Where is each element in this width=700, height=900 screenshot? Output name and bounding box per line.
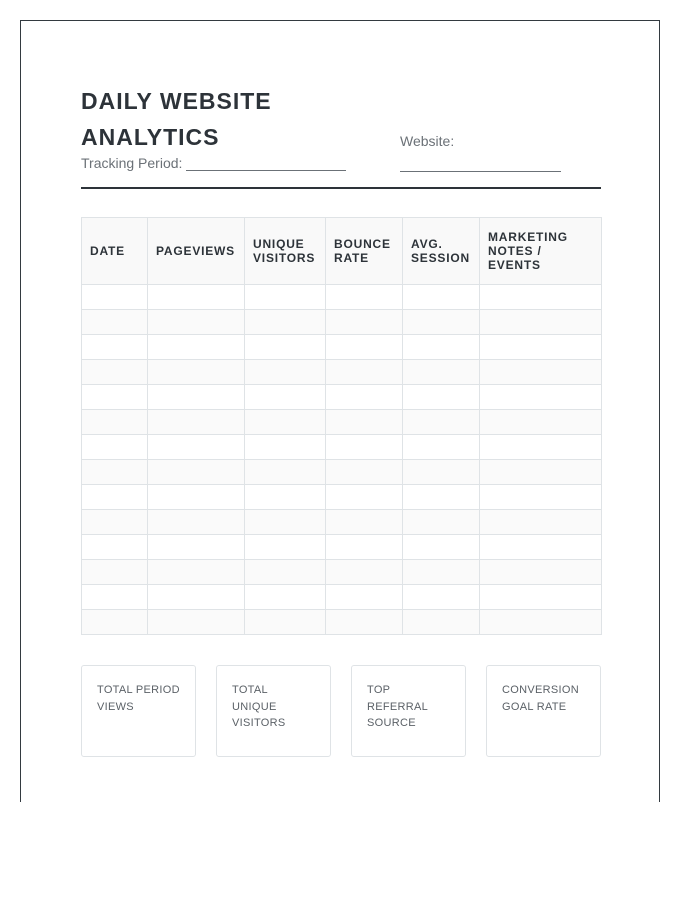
bounce-rate-cell[interactable] <box>326 585 403 610</box>
pageviews-cell[interactable] <box>148 410 245 435</box>
unique-visitors-cell[interactable] <box>245 560 326 585</box>
bounce-rate-cell[interactable] <box>326 335 403 360</box>
column-header-unique-visitors: UNIQUE VISITORS <box>245 218 326 285</box>
unique-visitors-cell[interactable] <box>245 285 326 310</box>
pageviews-cell[interactable] <box>148 335 245 360</box>
date-cell[interactable] <box>82 485 148 510</box>
tracking-period-blank[interactable] <box>186 156 346 171</box>
avg-session-cell[interactable] <box>403 485 480 510</box>
bounce-rate-cell[interactable] <box>326 460 403 485</box>
page-title: DAILY WEBSITE ANALYTICS <box>81 88 272 150</box>
table-row <box>82 535 602 560</box>
avg-session-cell[interactable] <box>403 310 480 335</box>
marketing-notes-cell[interactable] <box>480 435 602 460</box>
date-cell[interactable] <box>82 585 148 610</box>
date-cell[interactable] <box>82 310 148 335</box>
date-cell[interactable] <box>82 435 148 460</box>
summary-cards <box>81 665 601 757</box>
marketing-notes-cell[interactable] <box>480 385 602 410</box>
unique-visitors-cell[interactable] <box>245 610 326 635</box>
table-row <box>82 485 602 510</box>
avg-session-cell[interactable] <box>403 410 480 435</box>
bounce-rate-cell[interactable] <box>326 435 403 460</box>
date-cell[interactable] <box>82 385 148 410</box>
avg-session-cell[interactable] <box>403 460 480 485</box>
table-row <box>82 360 602 385</box>
table-row <box>82 460 602 485</box>
pageviews-cell[interactable] <box>148 360 245 385</box>
unique-visitors-cell[interactable] <box>245 535 326 560</box>
table-row <box>82 435 602 460</box>
unique-visitors-cell[interactable] <box>245 360 326 385</box>
pageviews-cell[interactable] <box>148 385 245 410</box>
table-row <box>82 560 602 585</box>
unique-visitors-cell[interactable] <box>245 435 326 460</box>
table-row <box>82 285 602 310</box>
marketing-notes-cell[interactable] <box>480 460 602 485</box>
pageviews-cell[interactable] <box>148 560 245 585</box>
avg-session-cell[interactable] <box>403 360 480 385</box>
date-cell[interactable] <box>82 460 148 485</box>
marketing-notes-cell[interactable] <box>480 360 602 385</box>
summary-card-conversion-goal-rate[interactable]: CONVERSION GOAL RATE <box>486 665 601 757</box>
column-header-date: DATE <box>82 218 148 285</box>
pageviews-cell[interactable] <box>148 510 245 535</box>
column-header-pageviews: PAGEVIEWS <box>148 218 245 285</box>
avg-session-cell[interactable] <box>403 435 480 460</box>
avg-session-cell[interactable] <box>403 510 480 535</box>
table-row <box>82 610 602 635</box>
table-row <box>82 410 602 435</box>
unique-visitors-cell[interactable] <box>245 310 326 335</box>
avg-session-cell[interactable] <box>403 285 480 310</box>
table-row <box>82 310 602 335</box>
marketing-notes-cell[interactable] <box>480 560 602 585</box>
unique-visitors-cell[interactable] <box>245 410 326 435</box>
column-header-bounce-rate: BOUNCE RATE <box>326 218 403 285</box>
date-cell[interactable] <box>82 285 148 310</box>
tracking-period-field <box>81 155 346 171</box>
summary-card-total-period-views[interactable]: TOTAL PERIOD VIEWS <box>81 665 196 757</box>
table-row <box>82 335 602 360</box>
bounce-rate-cell[interactable] <box>326 385 403 410</box>
date-cell[interactable] <box>82 560 148 585</box>
analytics-table-wrap <box>81 217 601 635</box>
marketing-notes-cell[interactable] <box>480 485 602 510</box>
unique-visitors-cell[interactable] <box>245 485 326 510</box>
bounce-rate-cell[interactable] <box>326 610 403 635</box>
marketing-notes-cell[interactable] <box>480 535 602 560</box>
pageviews-cell[interactable] <box>148 285 245 310</box>
bounce-rate-cell[interactable] <box>326 410 403 435</box>
marketing-notes-cell[interactable] <box>480 610 602 635</box>
date-cell[interactable] <box>82 360 148 385</box>
analytics-sheet <box>20 20 660 802</box>
date-cell[interactable] <box>82 510 148 535</box>
unique-visitors-cell[interactable] <box>245 335 326 360</box>
date-cell[interactable] <box>82 610 148 635</box>
marketing-notes-cell[interactable] <box>480 310 602 335</box>
marketing-notes-cell[interactable] <box>480 510 602 535</box>
avg-session-cell[interactable] <box>403 535 480 560</box>
unique-visitors-cell[interactable] <box>245 460 326 485</box>
marketing-notes-cell[interactable] <box>480 410 602 435</box>
table-row <box>82 385 602 410</box>
marketing-notes-cell[interactable] <box>480 335 602 360</box>
avg-session-cell[interactable] <box>403 335 480 360</box>
bounce-rate-cell[interactable] <box>326 285 403 310</box>
bounce-rate-cell[interactable] <box>326 560 403 585</box>
table-row <box>82 585 602 610</box>
column-header-marketing-notes: MARKETING NOTES / EVENTS <box>480 218 602 285</box>
avg-session-cell[interactable] <box>403 385 480 410</box>
table-row <box>82 510 602 535</box>
date-cell[interactable] <box>82 335 148 360</box>
tracking-period-label: Tracking Period: <box>81 155 183 171</box>
pageviews-cell[interactable] <box>148 485 245 510</box>
bounce-rate-cell[interactable] <box>326 535 403 560</box>
date-cell[interactable] <box>82 410 148 435</box>
avg-session-cell[interactable] <box>403 610 480 635</box>
pageviews-cell[interactable] <box>148 310 245 335</box>
column-header-avg-session: AVG. SESSION <box>403 218 480 285</box>
table-header-row <box>82 218 602 285</box>
pageviews-cell[interactable] <box>148 585 245 610</box>
marketing-notes-cell[interactable] <box>480 585 602 610</box>
pageviews-cell[interactable] <box>148 435 245 460</box>
unique-visitors-cell[interactable] <box>245 585 326 610</box>
website-blank[interactable] <box>400 171 561 172</box>
date-cell[interactable] <box>82 535 148 560</box>
summary-card-total-unique-visitors[interactable]: TOTAL UNIQUE VISITORS <box>216 665 331 757</box>
bounce-rate-cell[interactable] <box>326 510 403 535</box>
avg-session-cell[interactable] <box>403 560 480 585</box>
marketing-notes-cell[interactable] <box>480 285 602 310</box>
pageviews-cell[interactable] <box>148 535 245 560</box>
bounce-rate-cell[interactable] <box>326 310 403 335</box>
unique-visitors-cell[interactable] <box>245 385 326 410</box>
bounce-rate-cell[interactable] <box>326 360 403 385</box>
pageviews-cell[interactable] <box>148 610 245 635</box>
summary-card-top-referral-source[interactable]: TOP REFERRAL SOURCE <box>351 665 466 757</box>
avg-session-cell[interactable] <box>403 585 480 610</box>
website-label: Website: <box>400 133 455 149</box>
unique-visitors-cell[interactable] <box>245 510 326 535</box>
table-body <box>82 285 602 635</box>
analytics-table <box>81 217 602 635</box>
bounce-rate-cell[interactable] <box>326 485 403 510</box>
pageviews-cell[interactable] <box>148 460 245 485</box>
sheet-header <box>81 81 601 189</box>
